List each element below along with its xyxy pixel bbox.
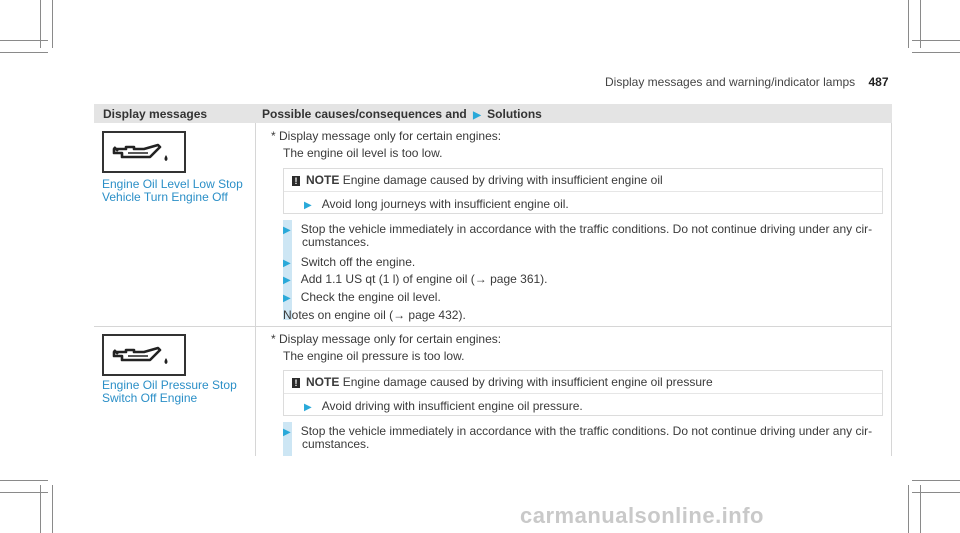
cause-text: The engine oil pressure is too low. [283,349,465,363]
notes-reference: Notes on engine oil (→ page 432). [283,308,466,322]
exclamation-icon: ! [292,378,300,388]
oil-can-icon [104,133,184,171]
row-divider [94,326,892,327]
section-title: Display messages and warning/indicator lamps [605,75,856,89]
crop-mark [0,480,48,481]
step-item [283,424,872,440]
col-header-solutions-text: Solutions [487,107,542,121]
triangle-right-icon: ▶ [283,225,291,236]
footnote: * Display message only for certain engines: [271,129,502,143]
footnote: * Display message only for certain engines: [271,332,502,346]
note-divider [284,393,882,394]
table-header [94,104,892,123]
col-header-causes-text: Possible causes/consequences and [262,107,467,121]
crop-mark [908,485,909,533]
crop-mark [920,0,921,48]
triangle-right-icon: ▶ [473,110,481,121]
crop-mark [908,0,909,48]
step-continuation: cumstances. [302,437,370,451]
crop-mark [0,40,48,41]
triangle-right-icon: ▶ [304,402,312,413]
crop-mark [0,492,48,493]
note-text: Engine damage caused by driving with insufficient engine oil [342,173,663,187]
oil-can-icon [104,336,184,374]
note-heading [292,375,713,389]
col-header-causes [262,107,542,121]
crop-mark [912,52,960,53]
step-item [283,272,548,288]
note-action [304,399,583,415]
note-box [283,168,883,214]
crop-mark [0,52,48,53]
note-action-text: Avoid driving with insufficient engine oil pressure. [321,399,583,413]
step-text: Stop the vehicle immediately in accordance with the traffic conditions. Do not continue driving under any cir- [300,424,873,438]
triangle-right-icon: ▶ [283,293,291,304]
exclamation-icon: ! [292,176,300,186]
crop-mark [912,480,960,481]
note-action-text: Avoid long journeys with insufficient engine oil. [321,197,569,211]
column-divider [255,123,256,456]
message-line: Switch Off Engine [102,391,198,405]
step-text: Add 1.1 US qt (1 l) of engine oil (→ page 361). [300,272,548,286]
crop-mark [920,485,921,533]
triangle-right-icon: ▶ [304,200,312,211]
step-text: Switch off the engine. [300,255,416,269]
triangle-right-icon: ▶ [283,427,291,438]
message-line: Engine Oil Level Low Stop [102,177,243,191]
note-label: NOTE [306,375,340,389]
watermark: carmanualsonline.info [520,503,764,528]
note-box [283,370,883,416]
message-engine-oil-level [102,178,243,204]
step-continuation: cumstances. [302,235,370,249]
message-engine-oil-pressure [102,379,237,405]
cause-text: The engine oil level is too low. [283,146,443,160]
message-line: Engine Oil Pressure Stop [102,378,237,392]
page-number: 487 [868,75,889,89]
table-right-border [891,123,892,456]
oil-pressure-warning-icon-box [102,334,186,376]
message-line: Vehicle Turn Engine Off [102,190,228,204]
note-action [304,197,569,213]
running-header [605,75,889,89]
oil-level-warning-icon-box [102,131,186,173]
step-item [283,222,872,238]
triangle-right-icon: ▶ [283,275,291,286]
col-header-display-messages: Display messages [103,107,208,121]
step-text: Stop the vehicle immediately in accordance with the traffic conditions. Do not continue driving under any cir- [300,222,873,236]
note-text: Engine damage caused by driving with insufficient engine oil pressure [342,375,713,389]
step-item [283,290,441,306]
crop-mark [52,0,53,48]
crop-mark [52,485,53,533]
step-text: Check the engine oil level. [300,290,441,304]
messages-table [94,104,892,456]
note-heading [292,173,663,187]
note-divider [284,191,882,192]
triangle-right-icon: ▶ [283,258,291,269]
step-item [283,255,415,271]
note-label: NOTE [306,173,340,187]
